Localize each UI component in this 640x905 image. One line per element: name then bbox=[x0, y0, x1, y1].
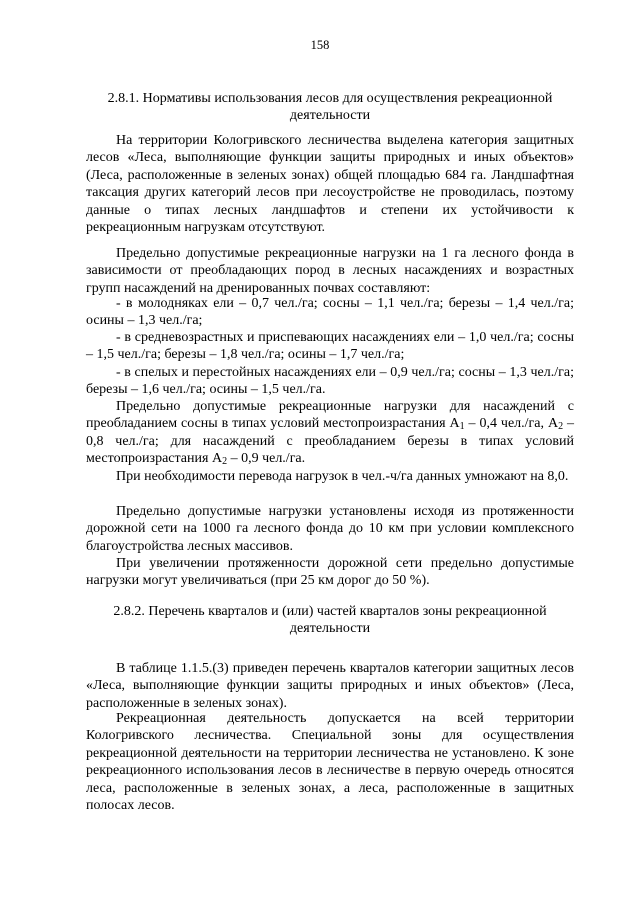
list-item: - в спелых и перестойных насаждениях ели – 0,9 чел./га; сосны – 1,3 чел./га; березы – 1,6 чел./га; осины – 1,5 чел./га. bbox=[86, 365, 574, 398]
text-run: – 0,4 чел./га, А bbox=[464, 416, 559, 432]
page-number: 158 bbox=[310, 38, 330, 52]
subscript: 1 bbox=[459, 421, 465, 433]
subscript: 2 bbox=[222, 456, 228, 468]
paragraph: Рекреационная деятельность допускается на всей территории Кологривского лесничества. Специальной зоны для осуществления рекреационной деятельности на территории лесничества не установлено. К зоне рекреационного использования лесов в лесничестве в первую очередь относятся леса, расположенные в зеленых зонах, а леса, расположенные в защитных полосах лесов. bbox=[86, 711, 574, 814]
paragraph: В таблице 1.1.5.(3) приведен перечень кварталов категории защитных лесов «Леса, выполняющие функции защиты природных и иных объектов» (Леса, расположенные в зеленых зонах). bbox=[86, 661, 574, 711]
paragraph: Предельно допустимые рекреационные нагрузки на 1 га лесного фонда в зависимости от преобладающих пород в лесных насаждениях и возрастных групп насаждений на дренированных почвах составляют: bbox=[86, 246, 574, 296]
section-heading-2-8-1: 2.8.1. Нормативы использования лесов для осуществления рекреационной деятельности bbox=[107, 91, 553, 123]
list-item: - в средневозрастных и приспевающих насаждениях ели – 1,0 чел./га; сосны – 1,5 чел./га; березы – 1,8 чел./га; осины – 1,7 чел./га; bbox=[86, 330, 574, 363]
list-item: - в молодняках ели – 0,7 чел./га; сосны – 1,1 чел./га; березы – 1,4 чел./га; осины – 1,3 чел./га; bbox=[86, 296, 574, 329]
text-run: – 0,9 чел./га. bbox=[227, 451, 306, 467]
section-heading-2-8-2: 2.8.2. Перечень кварталов и (или) частей кварталов зоны рекреационной деятельности bbox=[113, 604, 547, 636]
paragraph: При увеличении протяженности дорожной сети предельно допустимые нагрузки могут увеличиваться (при 25 км дорог до 50 %). bbox=[86, 556, 574, 589]
paragraph: На территории Кологривского лесничества выделена категория защитных лесов «Леса, выполняющие функции защиты природных и иных объектов» (Леса, расположенные в зеленых зонах) общей площадью 684 га. Ландшафтная таксация других категорий лесов при лесоустройстве не проводилась, поэтому данные о типах лесных ландшафтов и степени их устойчивости к рекреационным нагрузкам отсутствуют. bbox=[86, 133, 574, 236]
subscript: 2 bbox=[558, 421, 564, 433]
paragraph: Предельно допустимые нагрузки установлены исходя из протяженности дорожной сети на 1000 га лесного фонда до 10 км при условии комплексного благоустройства лесных массивов. bbox=[86, 504, 574, 554]
text-run: – 0,8 чел./га; для насаждений с преобладанием березы в типах условий местопроизрастания А bbox=[86, 416, 574, 467]
paragraph bbox=[86, 398, 574, 468]
paragraph: При необходимости перевода нагрузок в чел.-ч/га данных умножают на 8,0. bbox=[116, 469, 569, 484]
text-run: Предельно допустимые рекреационные нагрузки для насаждений с преобладанием сосны в типах условий местопроизрастания А bbox=[86, 399, 574, 432]
